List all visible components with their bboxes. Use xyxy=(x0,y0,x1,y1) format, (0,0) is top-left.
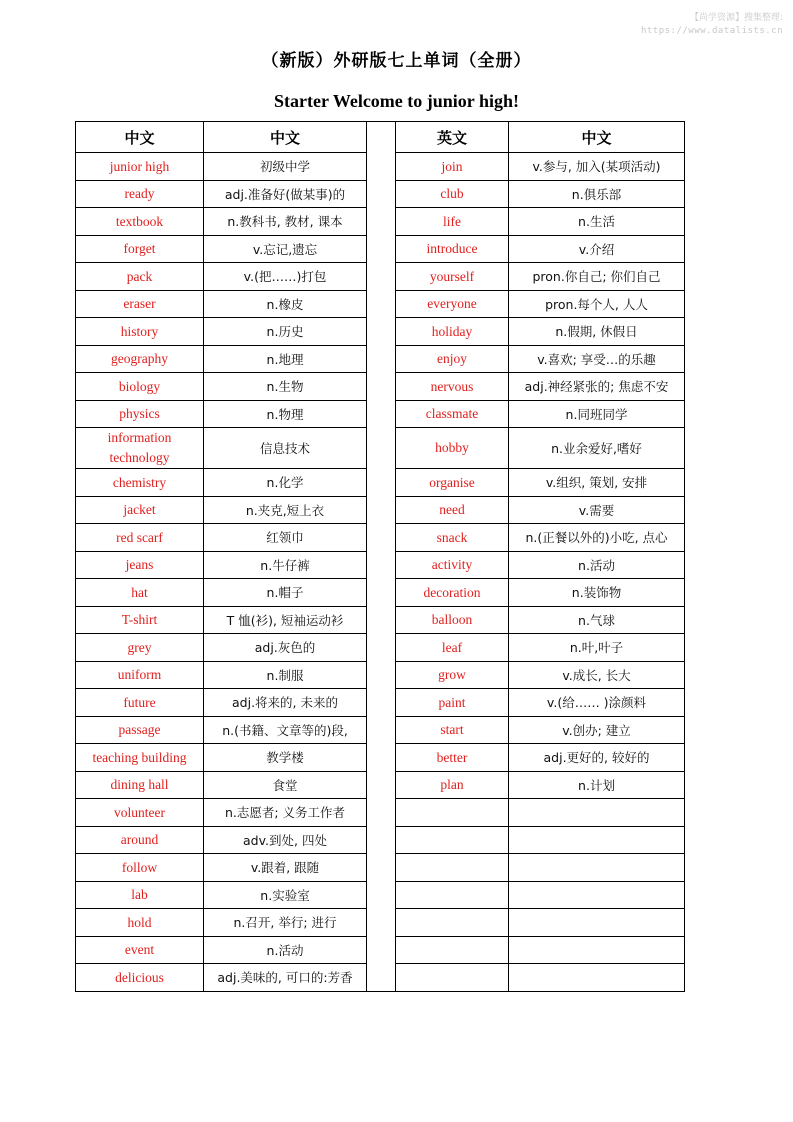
left-chinese-meaning: n.召开, 举行; 进行 xyxy=(233,915,337,931)
left-chinese-meaning: 教学楼 xyxy=(266,750,304,766)
left-english-word-cell xyxy=(76,345,204,373)
right-english-word-cell xyxy=(396,606,509,634)
right-chinese-meaning-cell xyxy=(509,634,685,662)
right-english-word-cell xyxy=(396,345,509,373)
left-english-word: geography xyxy=(111,351,168,367)
table-row xyxy=(76,826,685,854)
left-chinese-meaning: adj.准备好(做某事)的 xyxy=(224,186,346,202)
left-chinese-meaning: n.志愿者; 义务工作者 xyxy=(224,805,346,821)
right-chinese-meaning: n.气球 xyxy=(578,612,615,628)
right-english-word: leaf xyxy=(441,639,463,655)
left-chinese-meaning-cell xyxy=(204,263,367,291)
right-chinese-meaning: v.创办; 建立 xyxy=(562,722,631,738)
unit-title: Starter Welcome to junior high! xyxy=(274,91,519,111)
right-english-word-cell xyxy=(396,235,509,263)
left-english-word-cell xyxy=(76,771,204,799)
left-chinese-meaning: v.跟着, 跟随 xyxy=(250,860,320,876)
column-gap xyxy=(367,854,396,882)
left-chinese-meaning-cell xyxy=(204,180,367,208)
left-english-word: junior high xyxy=(109,158,170,174)
right-english-word: decoration xyxy=(423,584,481,600)
left-english-word-cell xyxy=(76,153,204,181)
column-gap xyxy=(367,290,396,318)
right-english-word: paint xyxy=(438,694,466,710)
column-gap xyxy=(367,496,396,524)
left-english-word-cell xyxy=(76,799,204,827)
column-gap xyxy=(367,180,396,208)
table-row xyxy=(76,551,685,579)
right-chinese-meaning: n.计划 xyxy=(578,777,615,793)
table-row xyxy=(76,716,685,744)
table-row xyxy=(76,180,685,208)
right-english-word: activity xyxy=(431,557,473,573)
left-english-word-cell xyxy=(76,180,204,208)
right-english-word-cell xyxy=(396,496,509,524)
left-chinese-meaning: n.帽子 xyxy=(266,585,304,601)
right-chinese-meaning: pron.你自己; 你们自己 xyxy=(532,269,661,285)
right-chinese-meaning: n.生活 xyxy=(578,214,615,230)
right-chinese-meaning: v.成长, 长大 xyxy=(562,667,631,683)
left-english-word-cell xyxy=(76,469,204,497)
column-gap xyxy=(367,936,396,964)
right-chinese-meaning-cell xyxy=(509,826,685,854)
left-english-word-cell xyxy=(76,551,204,579)
left-english-word-cell xyxy=(76,400,204,428)
left-english-word: delicious xyxy=(115,969,164,985)
table-row xyxy=(76,428,685,469)
right-english-word: life xyxy=(443,213,461,229)
left-english-word: jacket xyxy=(123,502,156,518)
column-gap xyxy=(367,373,396,401)
right-chinese-meaning-cell xyxy=(509,235,685,263)
left-chinese-meaning: adj.美味的, 可口的:芳香 xyxy=(217,970,353,986)
right-chinese-meaning: v.参与, 加入(某项活动) xyxy=(532,159,661,175)
column-gap xyxy=(367,235,396,263)
left-chinese-meaning: n.物理 xyxy=(266,406,304,422)
right-chinese-meaning: n.假期, 休假日 xyxy=(555,324,638,340)
left-english-word: information technology xyxy=(107,430,172,465)
right-chinese-meaning: n.同班同学 xyxy=(565,406,628,422)
left-chinese-meaning: 食堂 xyxy=(272,777,298,793)
left-english-word-cell xyxy=(76,263,204,291)
table-row xyxy=(76,606,685,634)
right-english-word-cell xyxy=(396,579,509,607)
left-chinese-meaning: T 恤(衫), 短袖运动衫 xyxy=(226,612,344,628)
right-english-word: balloon xyxy=(431,612,473,628)
table-row xyxy=(76,263,685,291)
left-chinese-meaning-cell xyxy=(204,964,367,992)
right-chinese-meaning-cell xyxy=(509,345,685,373)
right-english-word-cell xyxy=(396,428,509,469)
left-chinese-meaning: adj.灰色的 xyxy=(254,640,316,656)
left-chinese-meaning: n.橡皮 xyxy=(266,296,304,312)
column-gap xyxy=(367,634,396,662)
table-row xyxy=(76,496,685,524)
left-chinese-meaning: adv.到处, 四处 xyxy=(243,832,327,848)
right-english-word: introduce xyxy=(426,241,478,257)
right-english-word-cell xyxy=(396,771,509,799)
left-english-word: history xyxy=(120,323,159,339)
right-english-word-cell xyxy=(396,689,509,717)
column-gap xyxy=(367,826,396,854)
left-chinese-meaning-cell xyxy=(204,428,367,469)
column-gap xyxy=(367,799,396,827)
left-english-word-cell xyxy=(76,881,204,909)
right-english-word-cell xyxy=(396,661,509,689)
column-gap xyxy=(367,716,396,744)
left-english-word: event xyxy=(124,942,155,958)
left-chinese-meaning: n.地理 xyxy=(266,351,304,367)
left-chinese-meaning: n.制服 xyxy=(266,667,304,683)
left-chinese-meaning-cell xyxy=(204,496,367,524)
left-english-word: uniform xyxy=(117,667,162,683)
right-chinese-meaning-cell xyxy=(509,964,685,992)
right-english-word-cell xyxy=(396,153,509,181)
left-chinese-meaning: adj.将来的, 未来的 xyxy=(232,695,338,711)
watermark-url: https://www.datalists.cn xyxy=(640,26,783,36)
left-english-word: follow xyxy=(121,859,158,875)
right-chinese-meaning: n.叶,叶子 xyxy=(569,640,624,656)
right-english-word-cell xyxy=(396,716,509,744)
right-chinese-meaning-cell xyxy=(509,469,685,497)
left-english-word-cell xyxy=(76,524,204,552)
left-english-word-cell xyxy=(76,579,204,607)
left-chinese-meaning-cell xyxy=(204,469,367,497)
left-english-word: eraser xyxy=(123,296,156,312)
right-chinese-meaning-cell xyxy=(509,208,685,236)
right-chinese-meaning-cell xyxy=(509,496,685,524)
left-english-word: ready xyxy=(124,186,155,202)
right-english-word: nervous xyxy=(430,378,474,394)
left-chinese-meaning-cell xyxy=(204,854,367,882)
left-chinese-meaning: 信息技术 xyxy=(259,441,310,456)
table-row xyxy=(76,345,685,373)
left-english-word-cell xyxy=(76,826,204,854)
left-english-word: hat xyxy=(131,584,148,600)
right-english-word: snack xyxy=(436,529,468,545)
left-english-word-cell xyxy=(76,634,204,662)
left-chinese-meaning-cell xyxy=(204,551,367,579)
left-english-word-cell xyxy=(76,235,204,263)
right-chinese-meaning: v.介绍 xyxy=(578,241,615,257)
left-english-word-cell xyxy=(76,909,204,937)
left-chinese-meaning-cell xyxy=(204,716,367,744)
right-english-word-cell xyxy=(396,634,509,662)
column-gap xyxy=(367,345,396,373)
right-english-word-cell xyxy=(396,524,509,552)
right-english-word: join xyxy=(441,158,463,174)
table-row xyxy=(76,524,685,552)
left-english-word-cell xyxy=(76,318,204,346)
watermark xyxy=(641,12,783,38)
right-chinese-meaning: n.业余爱好,嗜好 xyxy=(551,441,642,456)
left-english-word: volunteer xyxy=(114,804,165,820)
left-chinese-meaning-cell xyxy=(204,826,367,854)
right-english-word-cell xyxy=(396,964,509,992)
column-gap xyxy=(367,551,396,579)
right-chinese-meaning-cell xyxy=(509,936,685,964)
left-english-word: jeans xyxy=(125,557,154,573)
left-english-word-cell xyxy=(76,373,204,401)
right-english-word: everyone xyxy=(427,296,477,312)
left-english-word-cell xyxy=(76,689,204,717)
left-chinese-meaning-cell xyxy=(204,689,367,717)
left-chinese-meaning-cell xyxy=(204,153,367,181)
left-english-word: future xyxy=(123,694,156,710)
left-english-word: lab xyxy=(131,887,148,903)
right-english-word-cell xyxy=(396,826,509,854)
right-english-word-cell xyxy=(396,290,509,318)
right-chinese-meaning: v.需要 xyxy=(578,502,615,518)
left-english-word: pack xyxy=(126,268,153,284)
left-chinese-meaning-cell xyxy=(204,373,367,401)
column-gap xyxy=(367,771,396,799)
column-gap xyxy=(367,909,396,937)
right-chinese-meaning: v.(给…… )涂颜料 xyxy=(546,695,647,711)
left-english-word: teaching building xyxy=(92,749,187,765)
right-english-word-cell xyxy=(396,469,509,497)
left-chinese-meaning-cell xyxy=(204,634,367,662)
left-chinese-meaning-cell xyxy=(204,936,367,964)
right-chinese-meaning-cell xyxy=(509,854,685,882)
table-row xyxy=(76,373,685,401)
left-chinese-meaning: n.(书籍、文章等的)段, xyxy=(222,722,348,738)
right-english-word: enjoy xyxy=(437,351,467,367)
table-row xyxy=(76,661,685,689)
column-gap xyxy=(367,400,396,428)
right-chinese-meaning-cell xyxy=(509,373,685,401)
right-english-word-cell xyxy=(396,936,509,964)
table-row xyxy=(76,318,685,346)
right-chinese-meaning-cell xyxy=(509,153,685,181)
table-row xyxy=(76,469,685,497)
left-chinese-meaning: n.夹克,短上衣 xyxy=(245,502,325,518)
column-gap xyxy=(367,689,396,717)
left-chinese-meaning: n.教科书, 教材, 课本 xyxy=(227,214,343,230)
column-gap xyxy=(367,469,396,497)
left-chinese-meaning-cell xyxy=(204,400,367,428)
left-chinese-meaning-cell xyxy=(204,771,367,799)
table-row xyxy=(76,208,685,236)
left-english-word-cell xyxy=(76,854,204,882)
left-chinese-meaning: v.(把……)打包 xyxy=(243,269,327,285)
header-right-english: 英文 xyxy=(396,122,509,153)
right-chinese-meaning-cell xyxy=(509,551,685,579)
left-chinese-meaning-cell xyxy=(204,345,367,373)
right-english-word: plan xyxy=(440,777,464,793)
right-chinese-meaning-cell xyxy=(509,689,685,717)
left-english-word: passage xyxy=(118,722,161,738)
left-chinese-meaning: n.牛仔裤 xyxy=(260,557,310,573)
left-english-word-cell xyxy=(76,428,204,469)
column-gap xyxy=(367,208,396,236)
column-gap xyxy=(367,579,396,607)
column-gap xyxy=(367,661,396,689)
watermark-source: 【尚学资源】搜集整理: xyxy=(689,13,783,23)
right-chinese-meaning-cell xyxy=(509,661,685,689)
left-chinese-meaning: n.化学 xyxy=(266,475,304,491)
column-gap xyxy=(367,263,396,291)
column-gap xyxy=(367,428,396,469)
left-english-word: dining hall xyxy=(110,777,169,793)
left-chinese-meaning-cell xyxy=(204,661,367,689)
left-chinese-meaning-cell xyxy=(204,606,367,634)
right-chinese-meaning-cell xyxy=(509,881,685,909)
right-english-word: grow xyxy=(438,667,466,683)
column-gap xyxy=(367,881,396,909)
right-chinese-meaning-cell xyxy=(509,180,685,208)
right-english-word: better xyxy=(436,749,468,765)
column-gap xyxy=(367,744,396,772)
right-english-word-cell xyxy=(396,881,509,909)
left-chinese-meaning: v.忘记,遗忘 xyxy=(252,241,318,257)
right-chinese-meaning: adj.神经紧张的; 焦虑不安 xyxy=(524,379,669,395)
right-english-word-cell xyxy=(396,318,509,346)
column-gap xyxy=(367,318,396,346)
left-chinese-meaning: n.生物 xyxy=(266,379,304,395)
column-gap xyxy=(367,964,396,992)
vocabulary-rows xyxy=(76,153,685,992)
right-chinese-meaning: n.活动 xyxy=(578,557,615,573)
column-gap xyxy=(367,153,396,181)
table-row xyxy=(76,235,685,263)
right-english-word: need xyxy=(439,502,465,518)
left-english-word: grey xyxy=(127,639,152,655)
left-chinese-meaning-cell xyxy=(204,290,367,318)
left-chinese-meaning: n.历史 xyxy=(266,324,304,340)
right-chinese-meaning-cell xyxy=(509,799,685,827)
table-row xyxy=(76,689,685,717)
right-chinese-meaning-cell xyxy=(509,606,685,634)
table-row xyxy=(76,936,685,964)
right-chinese-meaning-cell xyxy=(509,428,685,469)
right-chinese-meaning: v.喜欢; 享受…的乐趣 xyxy=(537,351,656,367)
left-chinese-meaning-cell xyxy=(204,524,367,552)
table-row xyxy=(76,744,685,772)
right-english-word-cell xyxy=(396,208,509,236)
right-english-word-cell xyxy=(396,373,509,401)
right-english-word: yourself xyxy=(429,268,475,284)
right-chinese-meaning-cell xyxy=(509,400,685,428)
left-chinese-meaning-cell xyxy=(204,909,367,937)
column-gap xyxy=(367,606,396,634)
left-chinese-meaning-cell xyxy=(204,744,367,772)
column-gap xyxy=(367,122,396,153)
right-chinese-meaning-cell xyxy=(509,909,685,937)
right-chinese-meaning-cell xyxy=(509,318,685,346)
right-chinese-meaning-cell xyxy=(509,290,685,318)
left-english-word-cell xyxy=(76,208,204,236)
right-english-word: organise xyxy=(429,474,475,490)
left-english-word: biology xyxy=(118,378,161,394)
left-english-word: chemistry xyxy=(112,474,167,490)
right-english-word-cell xyxy=(396,799,509,827)
left-english-word: physics xyxy=(119,406,160,422)
right-chinese-meaning-cell xyxy=(509,771,685,799)
column-gap xyxy=(367,524,396,552)
table-row xyxy=(76,290,685,318)
left-english-word-cell xyxy=(76,936,204,964)
left-chinese-meaning: n.实验室 xyxy=(260,887,310,903)
right-chinese-meaning-cell xyxy=(509,263,685,291)
table-row xyxy=(76,579,685,607)
right-english-word-cell xyxy=(396,180,509,208)
right-english-word-cell xyxy=(396,263,509,291)
left-chinese-meaning-cell xyxy=(204,881,367,909)
header-row xyxy=(76,122,685,153)
left-english-word: T-shirt xyxy=(121,612,158,628)
right-chinese-meaning: v.组织, 策划, 安排 xyxy=(545,475,648,491)
right-english-word-cell xyxy=(396,854,509,882)
right-chinese-meaning: n.(正餐以外的)小吃, 点心 xyxy=(525,530,668,546)
table-row xyxy=(76,964,685,992)
left-chinese-meaning: n.活动 xyxy=(266,942,304,958)
left-english-word-cell xyxy=(76,716,204,744)
left-chinese-meaning-cell xyxy=(204,579,367,607)
table-row xyxy=(76,771,685,799)
right-english-word-cell xyxy=(396,744,509,772)
table-row xyxy=(76,909,685,937)
left-chinese-meaning-cell xyxy=(204,235,367,263)
right-chinese-meaning: n.装饰物 xyxy=(571,585,622,601)
right-english-word-cell xyxy=(396,551,509,579)
right-chinese-meaning: n.俱乐部 xyxy=(571,186,622,202)
left-english-word-cell xyxy=(76,290,204,318)
left-english-word-cell xyxy=(76,744,204,772)
left-english-word: forget xyxy=(123,241,156,257)
right-chinese-meaning: adj.更好的, 较好的 xyxy=(543,750,650,766)
right-english-word: holiday xyxy=(431,323,473,339)
header-left-chinese: 中文 xyxy=(204,122,367,153)
left-english-word-cell xyxy=(76,606,204,634)
left-english-word: around xyxy=(120,832,159,848)
table-row xyxy=(76,400,685,428)
right-chinese-meaning: pron.每个人, 人人 xyxy=(545,296,648,312)
left-english-word: textbook xyxy=(115,213,164,229)
left-english-word: red scarf xyxy=(116,529,163,545)
left-english-word-cell xyxy=(76,496,204,524)
left-english-word: hold xyxy=(127,914,152,930)
document-title: （新版）外研版七上单词（全册） xyxy=(261,51,532,71)
right-english-word-cell xyxy=(396,400,509,428)
left-english-word-cell xyxy=(76,964,204,992)
left-english-word-cell xyxy=(76,661,204,689)
right-chinese-meaning-cell xyxy=(509,744,685,772)
right-english-word: classmate xyxy=(425,406,479,422)
right-english-word: hobby xyxy=(435,440,469,455)
table-row xyxy=(76,881,685,909)
right-chinese-meaning-cell xyxy=(509,579,685,607)
header-left-english: 中文 xyxy=(76,122,204,153)
vocabulary-table xyxy=(75,121,685,992)
left-chinese-meaning-cell xyxy=(204,208,367,236)
table-row xyxy=(76,634,685,662)
right-english-word-cell xyxy=(396,909,509,937)
right-english-word: club xyxy=(440,186,464,202)
left-chinese-meaning: 初级中学 xyxy=(259,159,310,175)
left-chinese-meaning-cell xyxy=(204,318,367,346)
table-row xyxy=(76,854,685,882)
header-right-chinese: 中文 xyxy=(509,122,685,153)
right-chinese-meaning-cell xyxy=(509,524,685,552)
right-chinese-meaning-cell xyxy=(509,716,685,744)
right-english-word: start xyxy=(440,722,464,738)
table-row xyxy=(76,799,685,827)
left-chinese-meaning-cell xyxy=(204,799,367,827)
table-row xyxy=(76,153,685,181)
left-chinese-meaning: 红领巾 xyxy=(266,530,304,546)
